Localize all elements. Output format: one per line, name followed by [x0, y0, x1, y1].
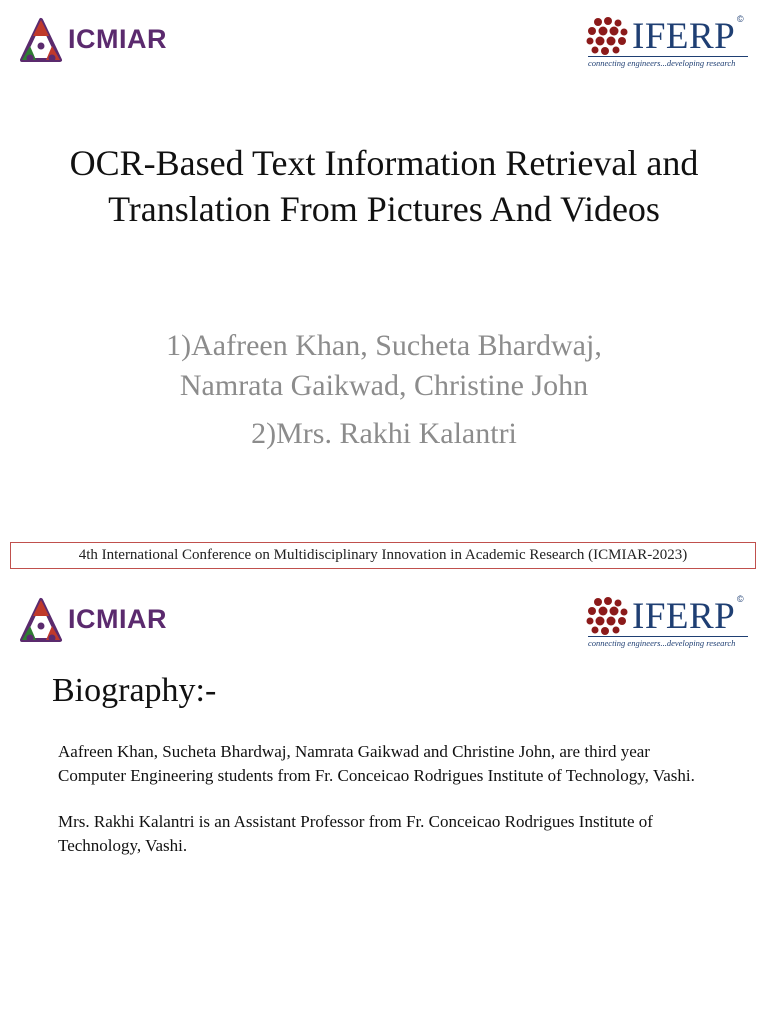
- icmiar-triangle-logo-icon: [18, 596, 64, 646]
- iferp-logo: [584, 14, 750, 70]
- title-line-2: Translation From Pictures And Videos: [108, 189, 660, 229]
- icmiar-triangle-logo-icon: [18, 16, 64, 66]
- conference-footer: 4th International Conference on Multidisciplinary Innovation in Academic Research (ICMIAR-2023): [10, 542, 756, 569]
- biography-text: [58, 740, 718, 880]
- authors-line-2: Namrata Gaikwad, Christine John: [179, 369, 589, 402]
- icmiar-logo: [18, 596, 188, 648]
- biography-heading: Biography:-: [52, 672, 217, 709]
- iferp-tagline: connecting engineers...developing research: [588, 636, 748, 648]
- icmiar-logo: [18, 16, 188, 68]
- biography-paragraph-professor: Mrs. Rakhi Kalantri is an Assistant Professor from Fr. Conceicao Rodrigues Institute of Technology, Vashi.: [58, 812, 653, 855]
- iferp-dots-logo-icon: [584, 16, 632, 58]
- biography-paragraph-students: Aafreen Khan, Sucheta Bhardwaj, Namrata Gaikwad and Christine John, are third year Computer Engineering students from Fr. Conceicao Rodrigues Institute of Technology, Vashi.: [58, 742, 695, 785]
- iferp-logo: [584, 594, 750, 650]
- icmiar-logo-text: ICMIAR: [68, 604, 167, 634]
- guide-name: 2)Mrs. Rakhi Kalantri: [251, 417, 517, 450]
- registered-mark: ©: [737, 14, 744, 24]
- title-line-1: OCR-Based Text Information Retrieval and: [69, 143, 699, 183]
- iferp-logo-text: IFERP: [632, 596, 736, 637]
- iferp-logo-text: IFERP: [632, 16, 736, 57]
- icmiar-logo-text: ICMIAR: [68, 24, 167, 54]
- biography-slide: [0, 580, 768, 1024]
- registered-mark: ©: [737, 594, 744, 604]
- presentation-title: [0, 140, 768, 232]
- authors-line-1: 1)Aafreen Khan, Sucheta Bhardwaj,: [166, 329, 602, 362]
- iferp-tagline: connecting engineers...developing research: [588, 56, 748, 68]
- authors-block: [0, 326, 768, 454]
- iferp-dots-logo-icon: [584, 596, 632, 638]
